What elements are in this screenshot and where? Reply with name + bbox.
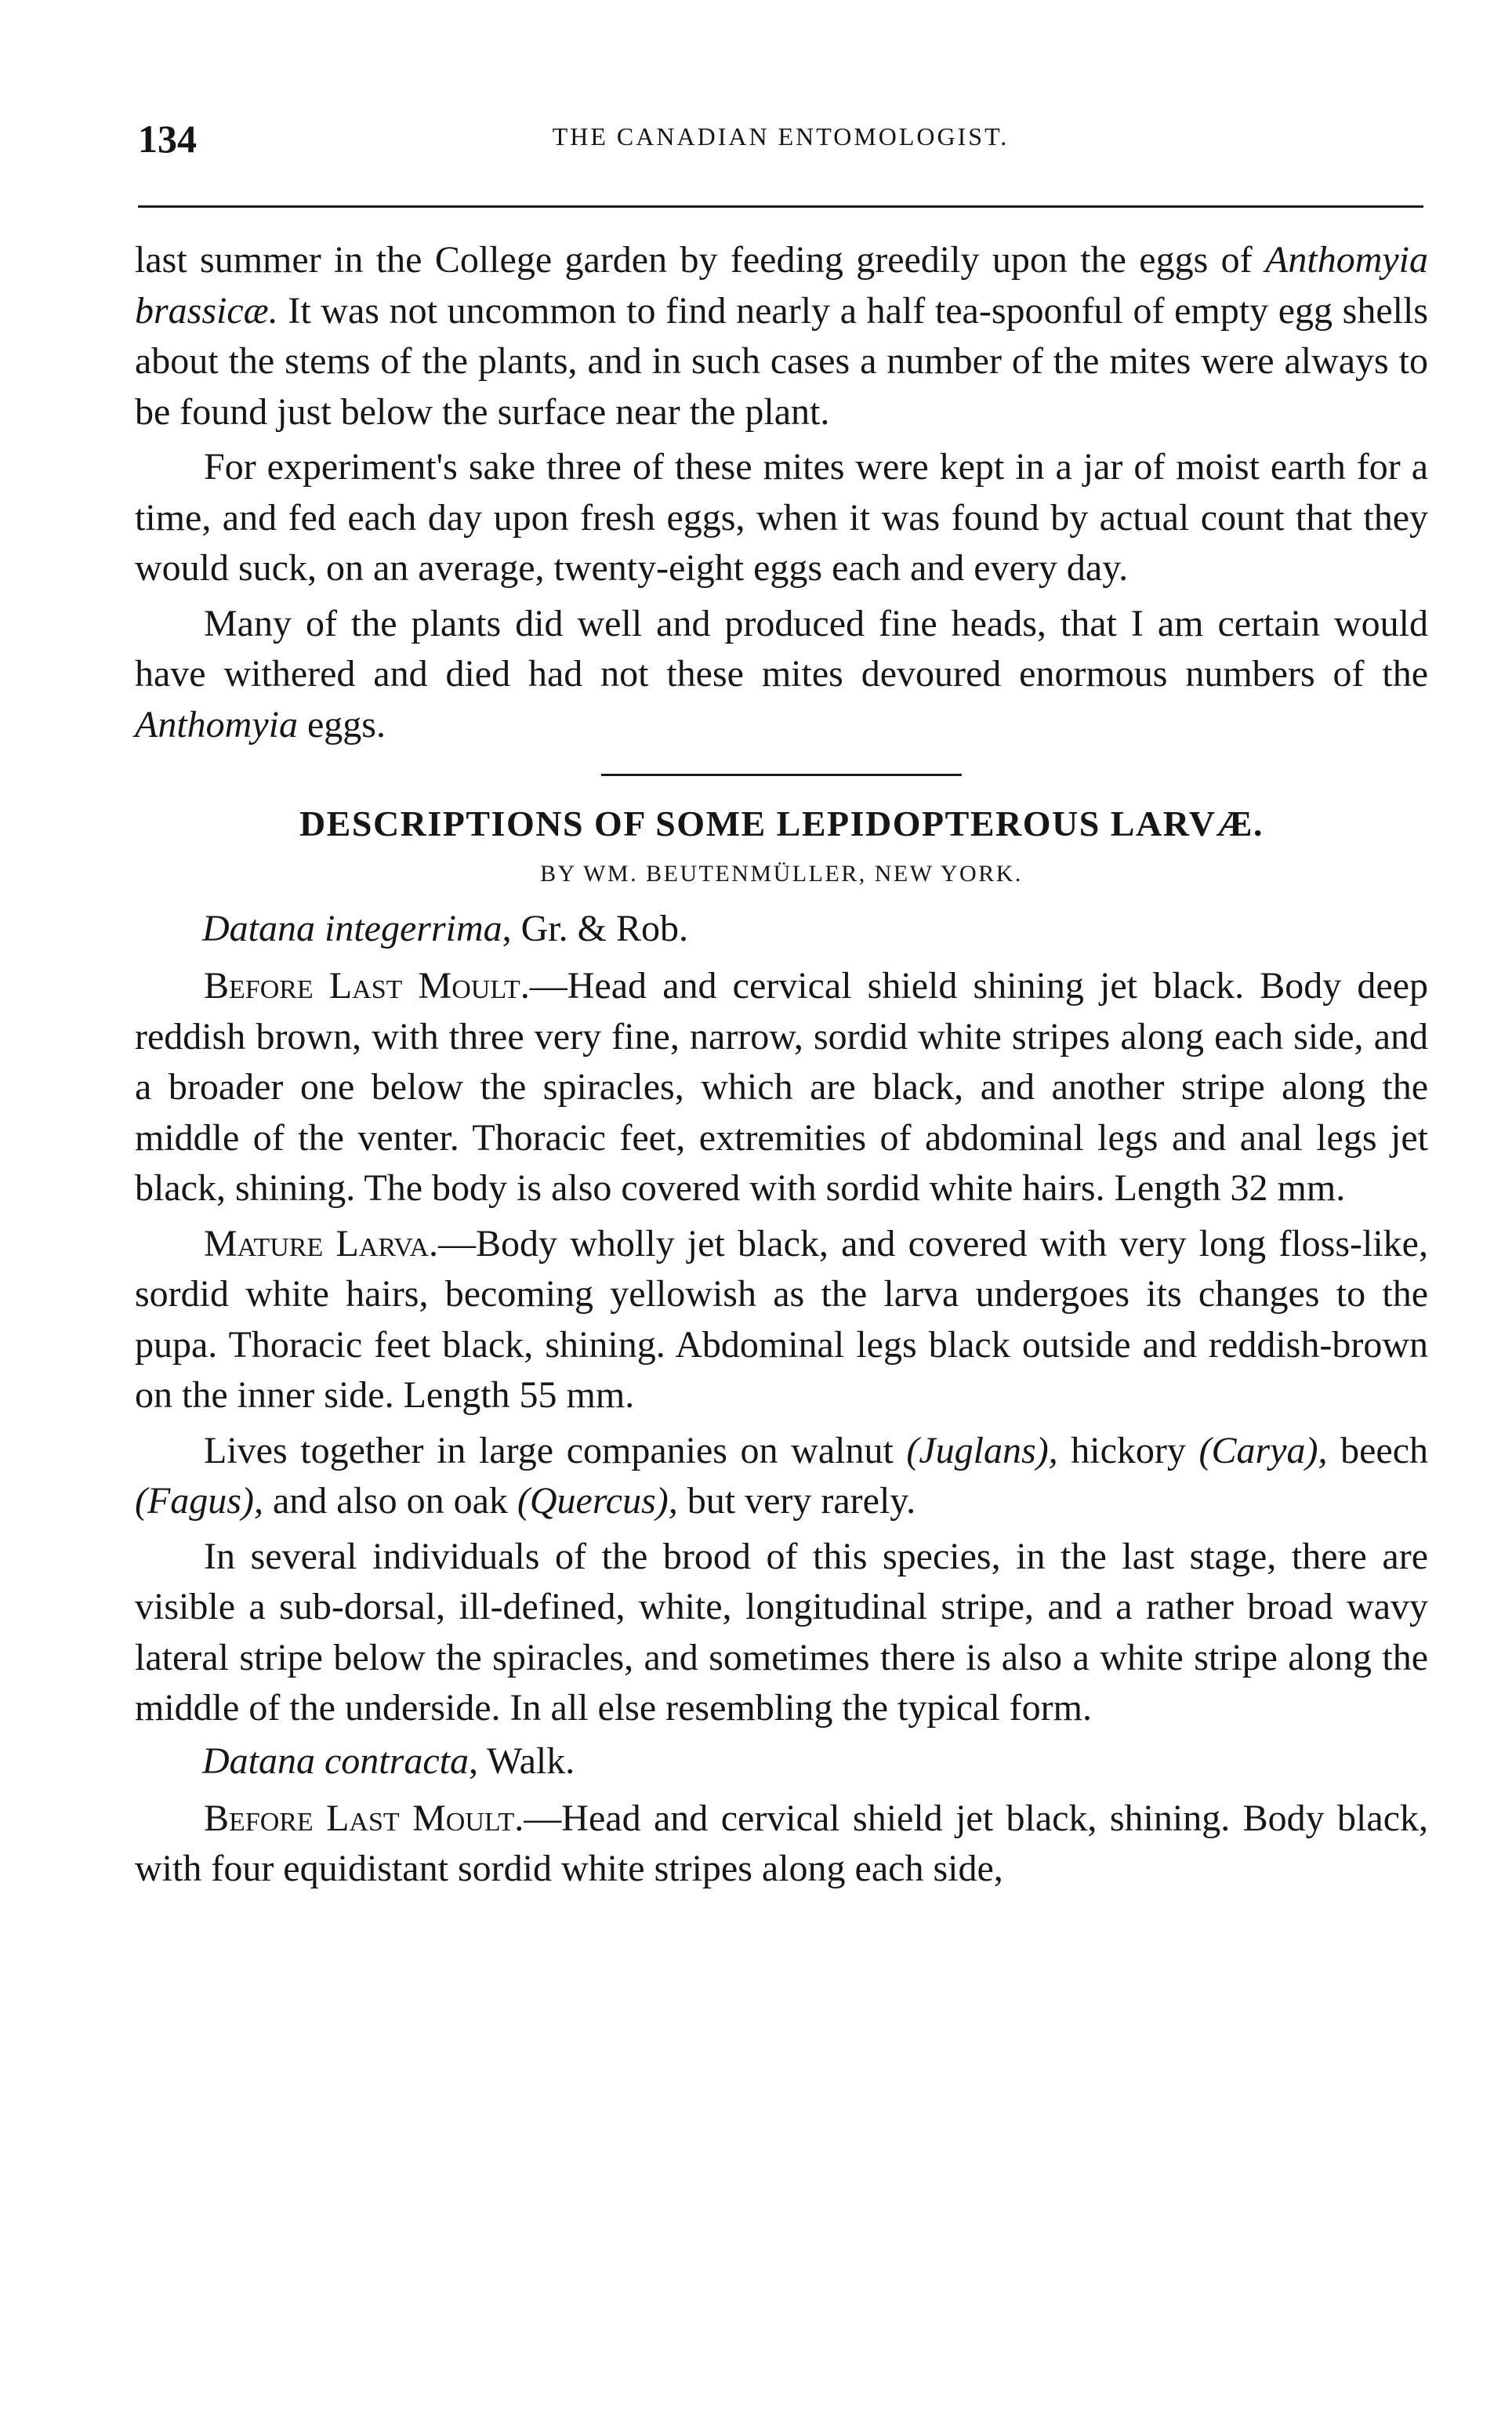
before-last-moult-paragraph: Before Last Moult.—Head and cervical shield shining jet black. Body deep reddish brown, with three very fine, narrow, sordid white stripes along each side, and a broader one below the spiracles, which are black, and another stripe along the middle of the venter. Thoracic feet, extremities of abdominal legs and anal legs jet black, shining. The body is also covered with sordid white hairs. Length 32 mm. (135, 965, 1428, 1209)
genus-name: Anthomyia (135, 703, 298, 746)
food-plants-paragraph: Lives together in large companies on walnut (Juglans), hickory (Carya), beech (Fagus), and also on oak (Quercus), but very rarely. (135, 1429, 1428, 1522)
species-name: Anthomyia brassicæ. (135, 239, 1428, 332)
species-2-before-last-moult-paragraph: Before Last Moult.—Head and cervical shield jet black, shining. Body black, with four equidistant sordid white stripes along each side, (135, 1797, 1429, 1889)
variation-paragraph: In several individuals of the brood of this species, in the last stage, there are visible a sub-dorsal, ill-defined, white, longitudinal stripe, and a rather broad wavy lateral stripe below the spiracles, and sometimes there is also a white stripe along the middle of the underside. In all else resembling the typical form. (135, 1535, 1428, 1729)
article-byline: BY WM. BEUTENMÜLLER, NEW YORK. (540, 861, 1023, 887)
running-title: THE CANADIAN ENTOMOLOGIST. (552, 122, 1010, 151)
subheading: Before Last Moult. (204, 965, 530, 1007)
subheading: Before Last Moult. (204, 1797, 524, 1839)
subheading: Mature Larva. (204, 1222, 438, 1264)
mature-larva-paragraph: Mature Larva.—Body wholly jet black, and covered with very long floss-like, sordid white hairs, becoming yellowish as the larva undergoes its changes to the pupa. Thoracic feet black, shining. Abdominal legs black outside and reddish-brown on the inner side. Length 55 mm. (135, 1222, 1428, 1416)
species-heading-2: Datana contracta, Walk. (202, 1740, 575, 1782)
section-divider (601, 774, 962, 776)
intro-paragraph-2: For experiment's sake three of these mites were kept in a jar of moist earth for a time, and fed each day upon fresh eggs, when it was found by actual count that they would suck, on an average, twenty-eight eggs each and every day. (135, 446, 1428, 589)
article-title: DESCRIPTIONS OF SOME LEPIDOPTEROUS LARVÆ. (299, 804, 1264, 844)
species-heading-1: Datana integerrima, Gr. & Rob. (202, 908, 688, 949)
page-body (135, 235, 1428, 1895)
species-name: Datana contracta (202, 1740, 469, 1782)
intro-paragraph-1: last summer in the College garden by feeding greedily upon the eggs of Anthomyia brassicæ. It was not uncommon to find nearly a half tea-spoonful of empty egg shells about the stems of the plants, and in such cases a number of the mites were always to be found just below the surface near the plant. (135, 239, 1428, 433)
page-number: 134 (138, 117, 197, 161)
intro-paragraph-3: Many of the plants did well and produced fine heads, that I am certain would have withered and died had not these mites devoured enormous numbers of the Anthomyia eggs. (135, 602, 1428, 746)
page-header (138, 116, 1423, 171)
species-name: Datana integerrima (202, 908, 502, 949)
header-rule (138, 205, 1423, 208)
